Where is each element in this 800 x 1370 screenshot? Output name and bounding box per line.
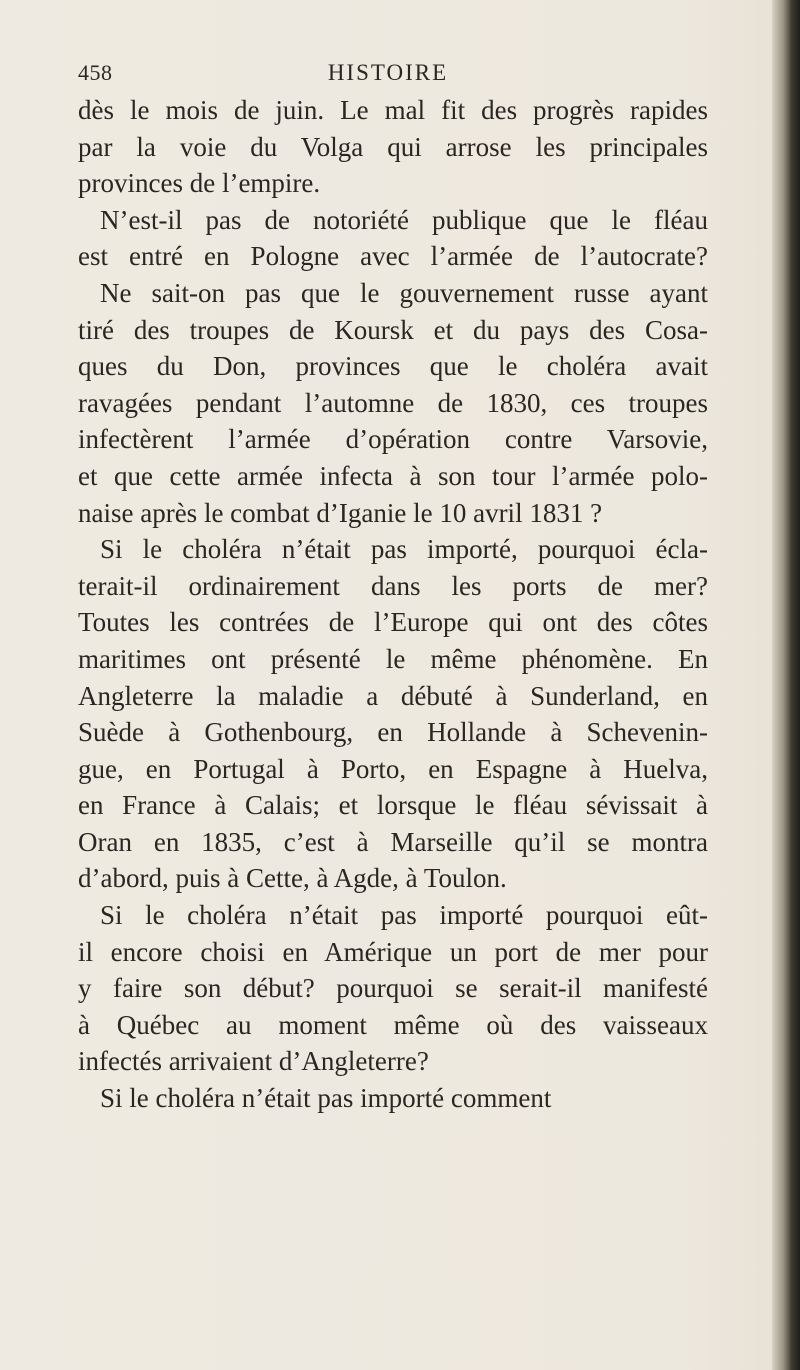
text-line: maritimes ont présenté le même phénomène. En bbox=[78, 643, 708, 674]
text-line: dès le mois de juin. Le mal fit des progrès rapides bbox=[78, 95, 708, 125]
text-line: infectèrent l’armée d’opération contre Varsovie, bbox=[78, 424, 708, 455]
text-line: Oran en 1835, c’est à Marseille qu’il se montra bbox=[78, 826, 708, 857]
page-number: 458 bbox=[78, 60, 113, 85]
header-title: HISTOIRE bbox=[327, 60, 449, 85]
text-line: d’abord, puis à Cette, à Agde, à Toulon. bbox=[78, 863, 507, 894]
text-line: Angleterre la maladie a débuté à Sunderland, en bbox=[78, 680, 708, 711]
text-line: gue, en Portugal à Porto, en Espagne à Huelva, bbox=[78, 753, 708, 784]
page-binding-shadow bbox=[772, 0, 800, 1370]
running-head bbox=[78, 60, 698, 90]
text-line: y faire son début? pourquoi se serait-il manifesté bbox=[78, 973, 708, 1004]
text-line: ques du Don, provinces que le choléra avait bbox=[78, 351, 708, 382]
text-line: Si le choléra n’était pas importé comment bbox=[100, 1083, 552, 1114]
text-line: Si le choléra n’était pas importé, pourquoi écla- bbox=[100, 534, 708, 565]
text-line: naise après le combat d’Iganie le 10 avril 1831 ? bbox=[78, 497, 603, 528]
body-text bbox=[78, 92, 708, 1117]
text-line: Si le choléra n’était pas importé pourquoi eût- bbox=[100, 900, 708, 931]
text-line: il encore choisi en Amérique un port de mer pour bbox=[78, 936, 708, 967]
text-line: ravagées pendant l’automne de 1830, ces troupes bbox=[78, 387, 708, 418]
text-line: Ne sait-on pas que le gouvernement russe ayant bbox=[100, 277, 708, 308]
text-line: Toutes les contrées de l’Europe qui ont des côtes bbox=[78, 607, 708, 638]
text-line: N’est-il pas de notoriété publique que le fléau bbox=[100, 204, 708, 235]
text-line: à Québec au moment même où des vaisseaux bbox=[78, 1009, 708, 1040]
text-line: Suède à Gothenbourg, en Hollande à Schevenin- bbox=[78, 717, 708, 748]
text-line: par la voie du Volga qui arrose les principales bbox=[78, 131, 708, 162]
text-line: est entré en Pologne avec l’armée de l’autocrate? bbox=[78, 241, 708, 272]
text-line: provinces de l’empire. bbox=[78, 168, 321, 199]
text-line: infectés arrivaient d’Angleterre? bbox=[78, 1046, 429, 1077]
text-line: et que cette armée infecta à son tour l’armée polo- bbox=[78, 460, 708, 491]
text-line: tiré des troupes de Koursk et du pays des Cosa- bbox=[78, 314, 708, 345]
text-line: terait-il ordinairement dans les ports de mer? bbox=[78, 570, 708, 601]
text-line: en France à Calais; et lorsque le fléau sévissait à bbox=[78, 790, 708, 821]
